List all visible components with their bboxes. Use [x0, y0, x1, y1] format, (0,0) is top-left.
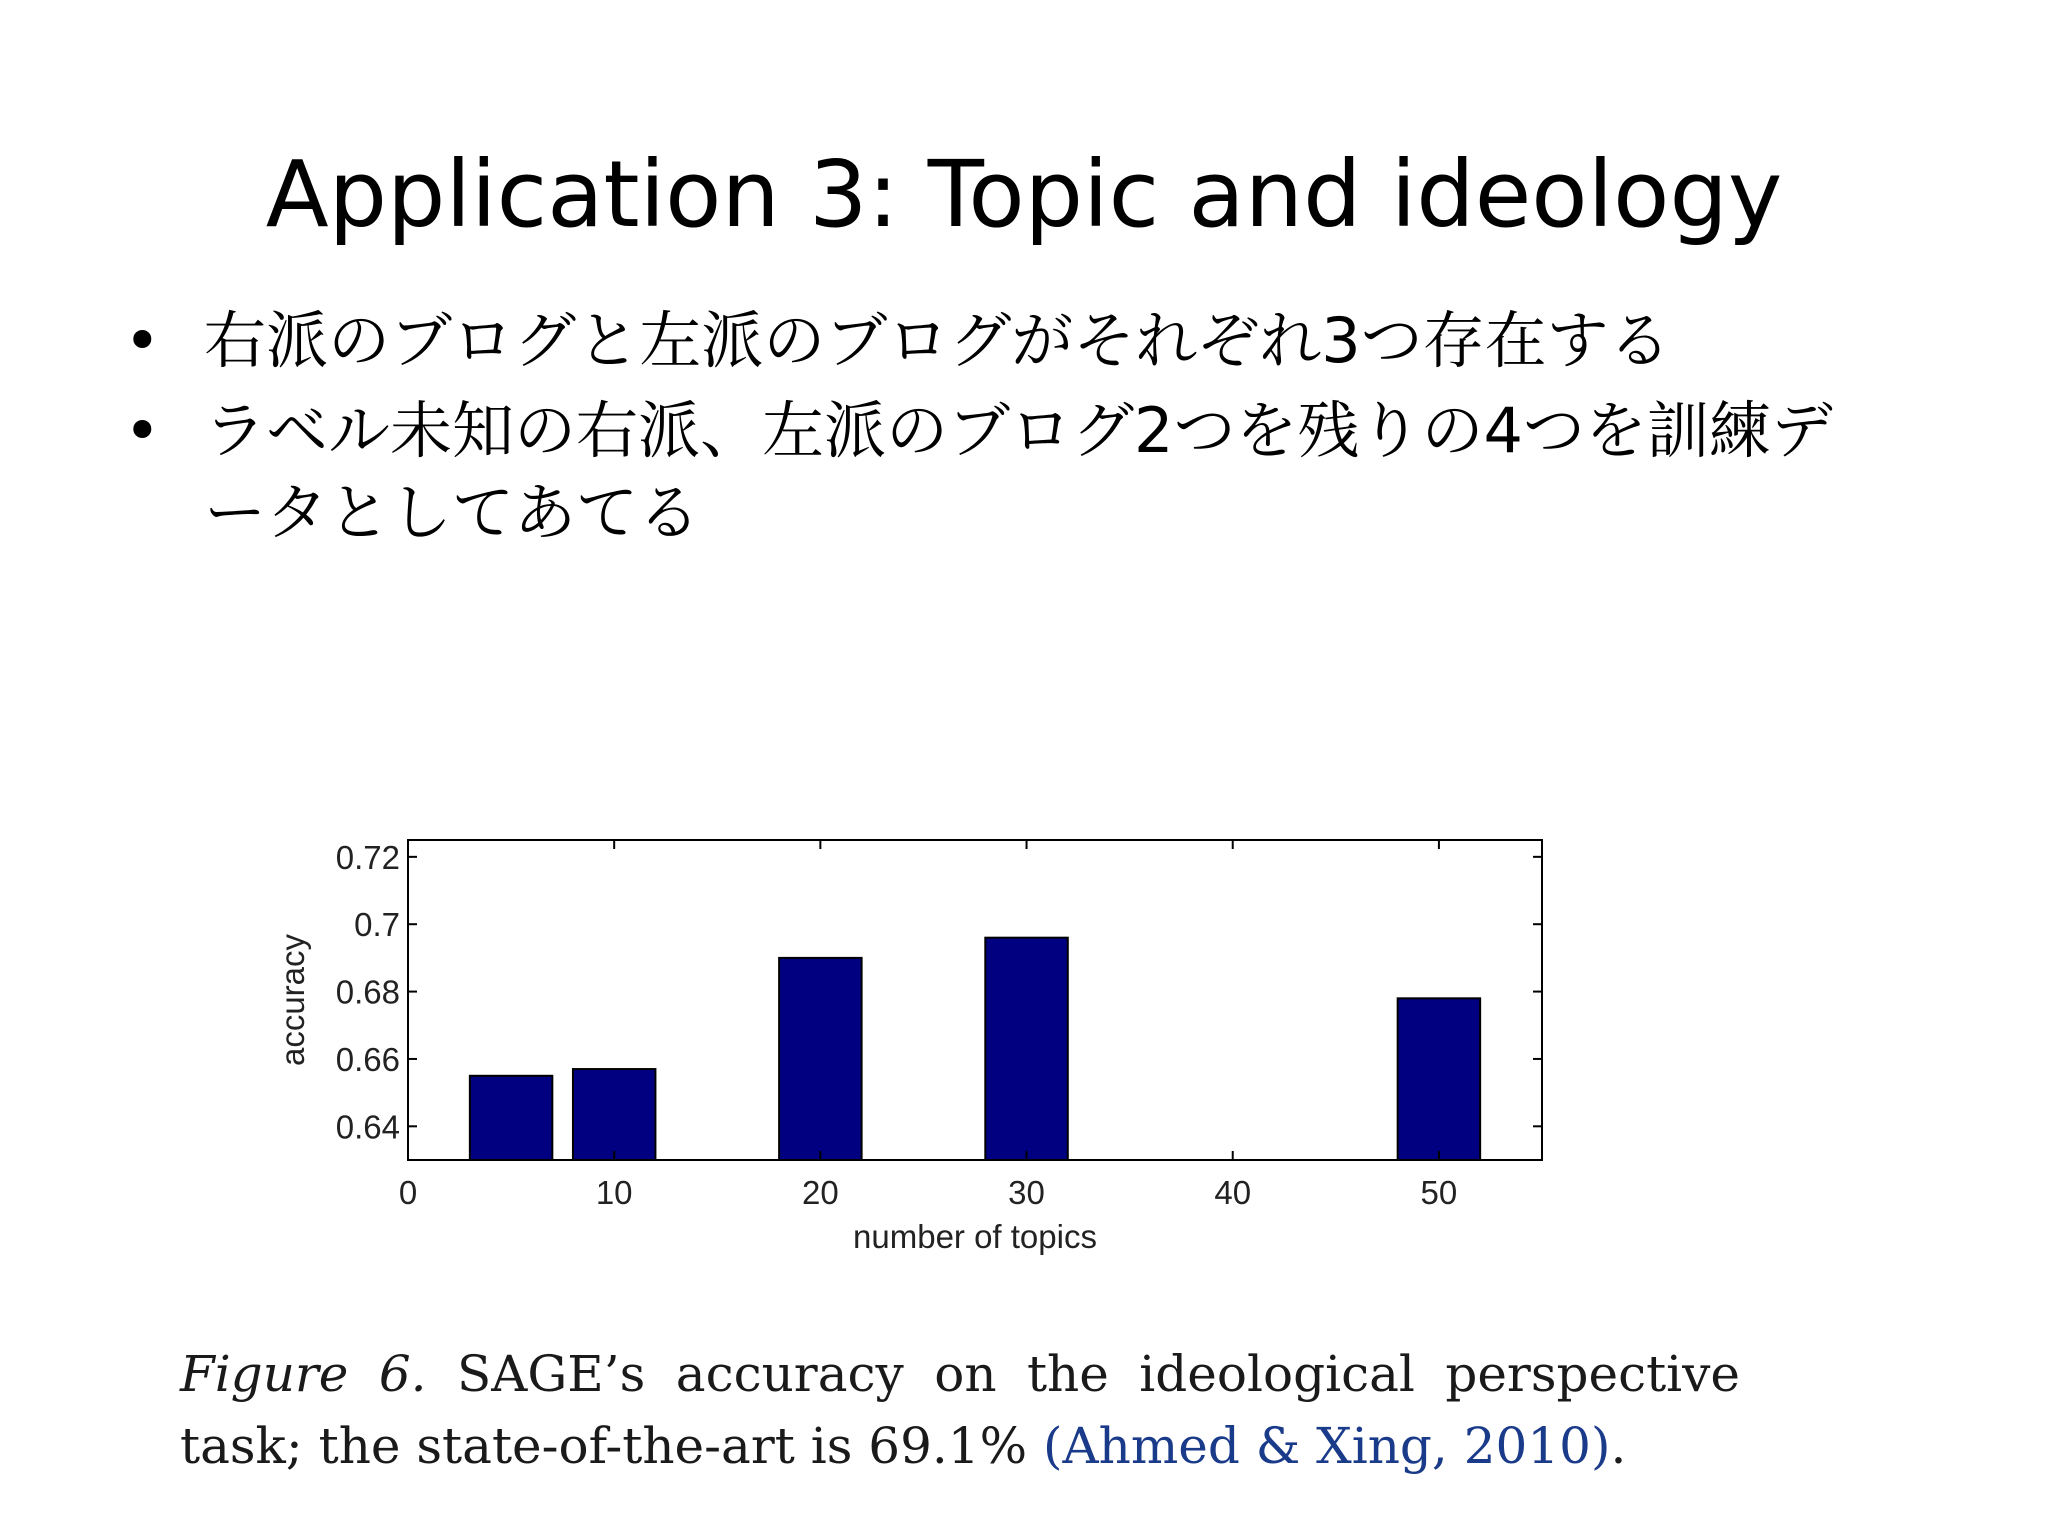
- caption-line2-end: .: [1610, 1417, 1627, 1475]
- slide-title: Application 3: Topic and ideology: [265, 141, 1783, 248]
- bar: [779, 958, 861, 1160]
- x-tick-label: 20: [802, 1174, 839, 1211]
- x-tick-label: 50: [1420, 1174, 1458, 1211]
- bullet-text: 右派のブログと左派のブログがそれぞれ3つ存在する: [204, 304, 1671, 377]
- y-tick-label: 0.68: [335, 973, 400, 1011]
- bar: [1398, 998, 1480, 1160]
- figure-caption: [180, 1338, 1740, 1482]
- bullet-item: [120, 390, 1880, 554]
- x-tick-label: 10: [595, 1174, 633, 1211]
- x-axis-label: number of topics: [853, 1218, 1097, 1255]
- x-tick-label: 0: [398, 1174, 418, 1211]
- caption-line2-text: task; the state-of-the-art is 69.1%: [180, 1417, 1043, 1475]
- bullet-list: [120, 300, 1880, 562]
- caption-line1: SAGE’s accuracy on the ideological perspective: [426, 1345, 1741, 1403]
- y-tick-label: 0.7: [354, 906, 400, 944]
- bullet-marker: •: [124, 304, 161, 377]
- bar-chart: [180, 820, 1580, 1300]
- y-tick-label: 0.64: [335, 1108, 400, 1146]
- bar: [573, 1069, 655, 1160]
- caption-citation: (Ahmed & Xing, 2010): [1043, 1417, 1611, 1475]
- caption-figure-label: Figure 6.: [180, 1345, 427, 1403]
- y-tick-label: 0.66: [335, 1040, 400, 1078]
- bullet-text: ラベル未知の右派、左派のブログ2つを残りの4つを訓練データとしてあてる: [204, 394, 1833, 549]
- y-tick-label: 0.72: [335, 838, 400, 876]
- caption-line2: [180, 1410, 1740, 1482]
- y-axis-label: accuracy: [274, 933, 311, 1067]
- x-tick-label: 40: [1214, 1174, 1252, 1211]
- bar: [985, 938, 1067, 1160]
- bullet-marker: •: [124, 394, 161, 467]
- x-tick-label: 30: [1008, 1174, 1045, 1211]
- bar: [470, 1076, 552, 1160]
- bullet-item: [120, 300, 1880, 382]
